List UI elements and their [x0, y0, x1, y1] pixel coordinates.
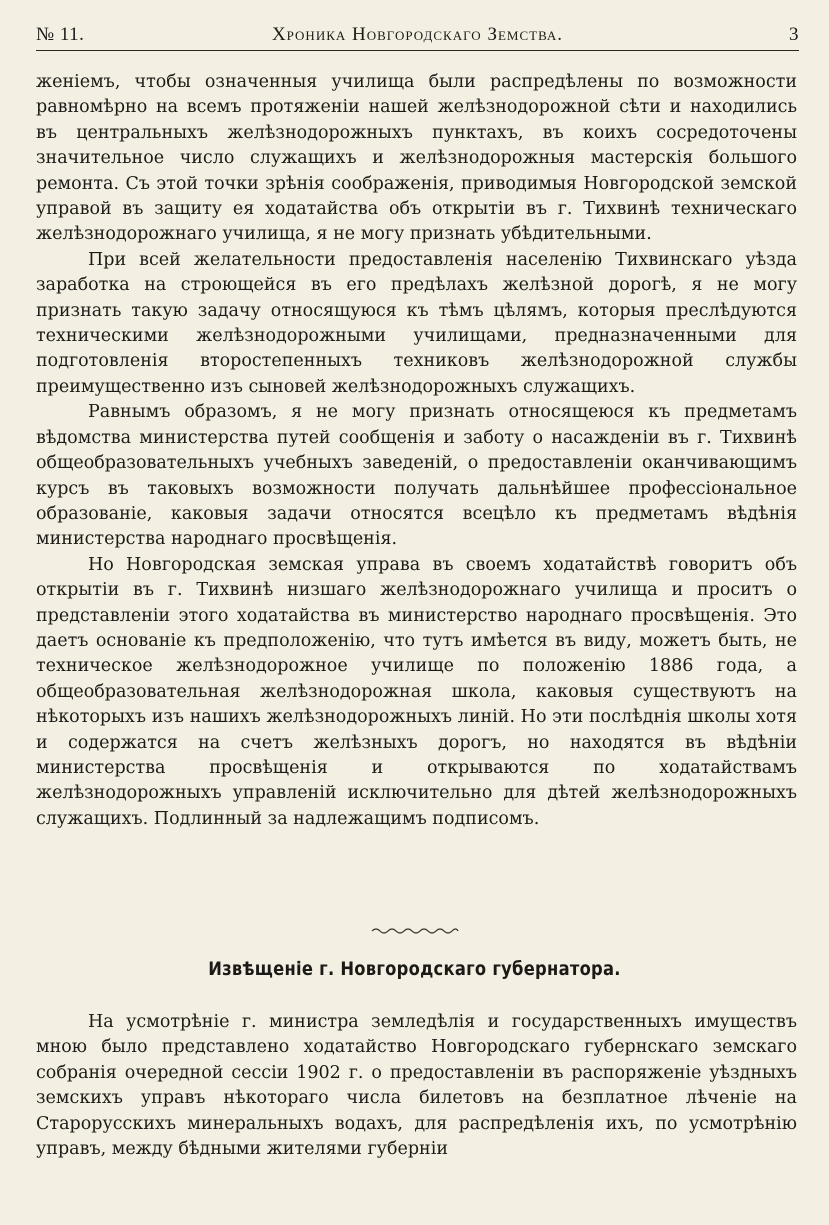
wave-divider-icon: [370, 926, 460, 936]
journal-title: Хроника Новгородскаго Земства.: [271, 24, 564, 45]
paragraph: Но Новгородская земская управа въ своемъ ходатайствѣ говоритъ объ открытіи въ г. Тихвинѣ низшаго желѣзнодорожнаго училища и проситъ о представленіи этого ходатайства въ министерство народнаго просвѣщенія. Это даетъ основаніе къ предположенію, что тутъ имѣется въ виду, можетъ быть, не техническое желѣзнодорожное училище по положенію 1886 года, а общеобразовательная желѣзнодорожная школа, каковыя существуютъ на нѣкоторыхъ изъ нашихъ желѣзнодорожныхъ линій. Но эти послѣднія школы хотя и содержатся на счетъ желѣзныхъ дорогъ, но находятся въ вѣдѣніи министерства просвѣщенія и открываются по ходатайствамъ желѣзнодорожныхъ управленій исключительно для дѣтей желѣзнодорожныхъ служащихъ. Подлинный за надлежащимъ подписомъ.: [36, 554, 797, 829]
issue-number: № 11.: [36, 24, 85, 45]
paragraph: На усмотрѣніе г. министра земледѣлія и государственныхъ имуществъ мною было представлено ходатайство Новгородскаго губернскаго земскаго собранія очередной сессіи 1902 г. о предоставленіи въ распоряженіе уѣздныхъ земскихъ управъ нѣкотораго числа билетовъ на безплатное лѣченіе на Старорусскихъ минеральныхъ водахъ, для распредѣленія ихъ, по усмотрѣнію управъ, между бѣдными жителями губерніи: [36, 1012, 797, 1160]
paragraph: Равнымъ образомъ, я не могу признать относящеюся къ предметамъ вѣдомства министерства путей сообщенія и заботу о насажденіи въ г. Тихвинѣ общеобразовательныхъ учебныхъ заведеній, о предоставленіи оканчивающимъ курсъ въ таковыхъ возможности получать дальнѣйшее профессіональное образованіе, каковыя задачи относятся всецѣло къ предметамъ вѣдѣнія министерства народнаго просвѣщенія.: [36, 402, 797, 550]
section-divider-ornament: [0, 924, 829, 940]
page-number: 3: [789, 24, 799, 45]
section-title: Извѣщеніе г. Новгородскаго губернатора.: [208, 958, 621, 980]
header-rule: [36, 50, 799, 51]
main-text: [36, 70, 797, 832]
paragraph: женіемъ, чтобы означенныя училища были распредѣлены по возможности равномѣрно на всемъ протяженіи нашей желѣзнодорожной сѣти и находились въ центральныхъ желѣзнодорожныхъ пунктахъ, въ коихъ сосредоточены значительное число служащихъ и желѣзнодорожныя мастерскія большого ремонта. Съ этой точки зрѣнія соображенія, приводимыя Новгородской земской управой въ защиту ея ходатайства объ открытіи въ г. Тихвинѣ техническаго желѣзнодорожнаго училища, я не могу признать убѣдительными.: [36, 72, 797, 245]
running-header: [36, 22, 799, 50]
section-text: [36, 1010, 797, 1162]
paragraph: При всей желательности предоставленія населенію Тихвинскаго уѣзда заработка на строющейся въ его предѣлахъ желѣзной дорогѣ, я не могу признать такую задачу относящуюся къ тѣмъ цѣлямъ, которыя преслѣдуются техническими желѣзнодорожными училищами, предназначенными для подготовленія второстепенныхъ техниковъ желѣзнодорожной службы преимущественно изъ сыновей желѣзнодорожныхъ служащихъ.: [36, 249, 797, 397]
